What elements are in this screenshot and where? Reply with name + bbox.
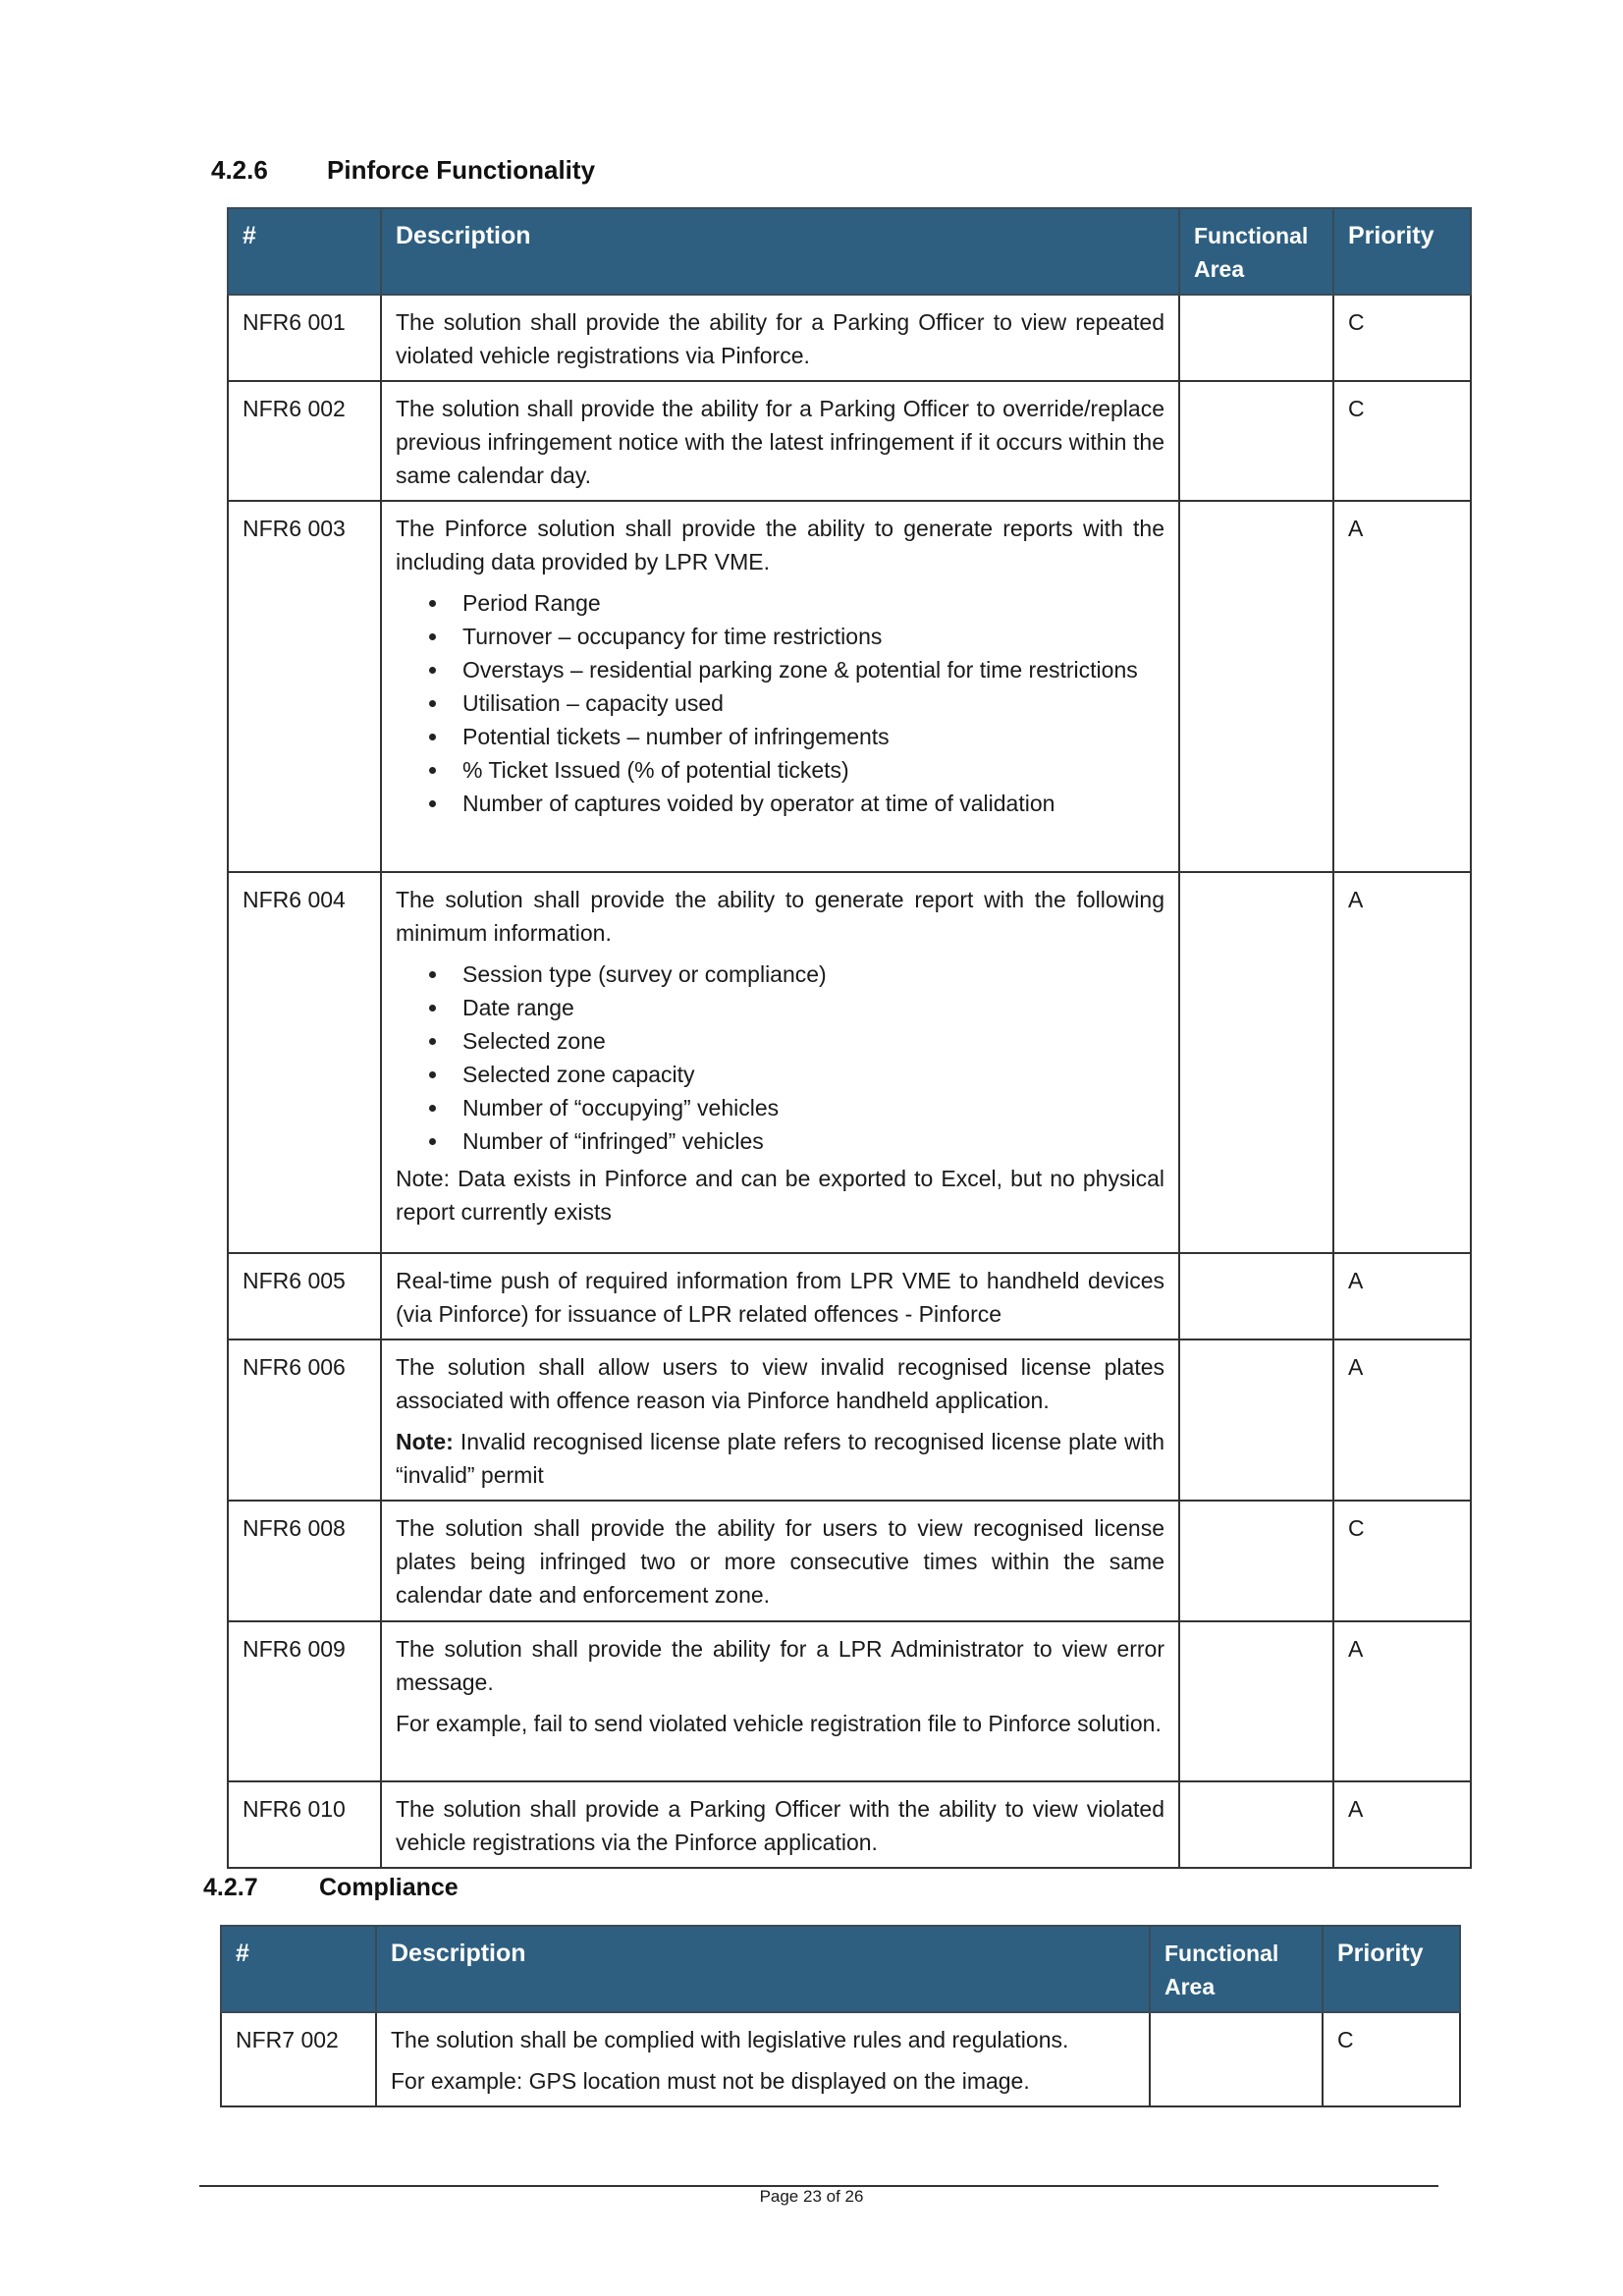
requirement-description [381,295,1179,381]
bullet-list [396,957,1164,1158]
requirement-description [381,1621,1179,1781]
requirement-description [381,381,1179,501]
priority: A [1333,1781,1471,1868]
section-title: Pinforce Functionality [327,155,596,185]
section-title: Compliance [319,1874,459,1901]
requirement-description [381,501,1179,872]
functional-area [1179,872,1333,1253]
note-paragraph: Note: Data exists in Pinforce and can be exported to Excel, but no physical report currently exists [396,1166,1164,1225]
priority: C [1323,2012,1460,2106]
bullet-item: Period Range [462,586,1164,620]
requirement-id: NFR6 001 [228,295,381,381]
bullet-item: Number of captures voided by operator at time of validation [462,787,1164,820]
priority: A [1333,872,1471,1253]
description-paragraph: Real-time push of required information from LPR VME to handheld devices (via Pinforce) for issuance of LPR related offences - Pinforce [396,1268,1164,1327]
compliance-requirements-table [220,1925,1461,2107]
requirement-id: NFR7 002 [221,2012,376,2106]
priority: A [1333,501,1471,872]
requirement-id: NFR6 008 [228,1501,381,1621]
bullet-item: Number of “occupying” vehicles [462,1091,1164,1124]
header-functional-area: Functional Area [1179,208,1333,295]
requirement-id: NFR6 003 [228,501,381,872]
table-row [228,1501,1471,1621]
table-row [221,2012,1460,2106]
table-row [228,1621,1471,1781]
bullet-item: % Ticket Issued (% of potential tickets) [462,753,1164,787]
functional-area [1179,501,1333,872]
requirement-description [381,1781,1179,1868]
priority: A [1333,1339,1471,1501]
section-number: 4.2.6 [211,155,268,185]
requirement-id: NFR6 002 [228,381,381,501]
functional-area [1179,1781,1333,1868]
description-paragraph: The solution shall be complied with legislative rules and regulations. [391,2027,1069,2052]
table-row [228,872,1471,1253]
description-paragraph: The Pinforce solution shall provide the ability to generate reports with the including data provided by LPR VME. [396,516,1164,574]
note-paragraph [396,1425,1164,1492]
requirement-description [381,1339,1179,1501]
header-priority: Priority [1333,208,1471,295]
bullet-item: Turnover – occupancy for time restrictions [462,620,1164,653]
description-paragraph: For example: GPS location must not be displayed on the image. [391,2068,1030,2094]
table-row [228,1339,1471,1501]
description-paragraph: The solution shall provide the ability for a LPR Administrator to view error message. [396,1636,1164,1695]
functional-area [1179,1621,1333,1781]
functional-area [1179,1501,1333,1621]
priority: A [1333,1621,1471,1781]
bullet-item: Session type (survey or compliance) [462,957,1164,991]
bullet-item: Date range [462,991,1164,1024]
note-text: Invalid recognised license plate refers to recognised license plate with “invalid” permit [396,1429,1164,1488]
table-header-row [221,1926,1460,2012]
description-paragraph: The solution shall provide the ability for a Parking Officer to view repeated violated vehicle registrations via Pinforce. [396,309,1164,368]
bullet-item: Potential tickets – number of infringements [462,720,1164,753]
table-row [228,381,1471,501]
header-description: Description [376,1926,1150,2012]
priority: C [1333,381,1471,501]
requirement-description [381,1501,1179,1621]
table-row [228,1253,1471,1339]
section-heading-4-2-6 [211,155,595,186]
priority: C [1333,295,1471,381]
section-number: 4.2.7 [203,1874,258,1901]
bullet-item: Selected zone capacity [462,1058,1164,1091]
header-description: Description [381,208,1179,295]
requirement-id: NFR6 009 [228,1621,381,1781]
description-paragraph: The solution shall provide the ability to generate report with the following minimum information. [396,887,1164,946]
bullet-item: Overstays – residential parking zone & potential for time restrictions [462,653,1164,686]
priority: C [1333,1501,1471,1621]
requirement-description [376,2012,1150,2106]
functional-area [1179,381,1333,501]
description-paragraph: The solution shall provide the ability for users to view recognised license plates being infringed two or more consecutive times within the same calendar date and enforcement zone. [396,1515,1164,1608]
requirement-description [381,872,1179,1253]
bullet-item: Selected zone [462,1024,1164,1058]
functional-area [1179,1253,1333,1339]
section-heading-4-2-7 [203,1874,459,1902]
pinforce-requirements-table [227,207,1472,1869]
description-paragraph: The solution shall allow users to view invalid recognised license plates associated with offence reason via Pinforce handheld application. [396,1354,1164,1413]
table-row [228,295,1471,381]
description-paragraph: For example, fail to send violated vehicle registration file to Pinforce solution. [396,1711,1162,1736]
description-paragraph: The solution shall provide a Parking Officer with the ability to view violated vehicle registrations via the Pinforce application. [396,1796,1164,1855]
functional-area [1179,295,1333,381]
header-priority: Priority [1323,1926,1460,2012]
bullet-item: Number of “infringed” vehicles [462,1124,1164,1158]
table-row [228,1781,1471,1868]
header-functional-area: Functional Area [1150,1926,1323,2012]
header-id: # [221,1926,376,2012]
requirement-id: NFR6 010 [228,1781,381,1868]
requirement-id: NFR6 006 [228,1339,381,1501]
functional-area [1179,1339,1333,1501]
description-paragraph: The solution shall provide the ability for a Parking Officer to override/replace previous infringement notice with the latest infringement if it occurs within the same calendar day. [396,396,1164,488]
priority: A [1333,1253,1471,1339]
page-number: Page 23 of 26 [759,2187,864,2206]
header-id: # [228,208,381,295]
requirement-id: NFR6 005 [228,1253,381,1339]
requirement-id: NFR6 004 [228,872,381,1253]
requirement-description [381,1253,1179,1339]
table-header-row [228,208,1471,295]
table-row [228,501,1471,872]
bullet-list [396,586,1164,820]
functional-area [1150,2012,1323,2106]
bullet-item: Utilisation – capacity used [462,686,1164,720]
note-label: Note: [396,1429,454,1454]
